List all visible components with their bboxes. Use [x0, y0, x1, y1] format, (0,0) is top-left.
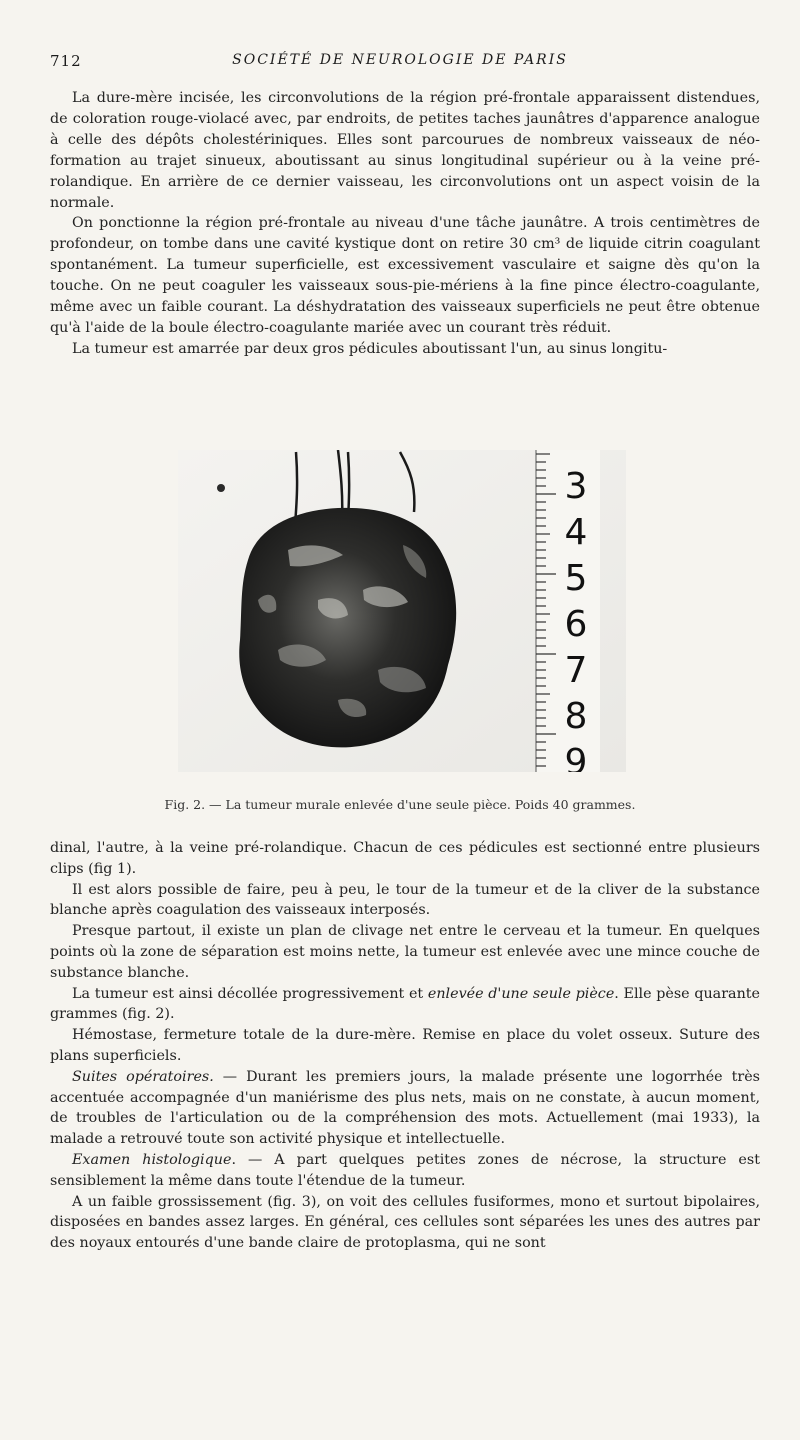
paragraph: A un faible grossissement (fig. 3), on voit des cellules fusiformes, mono et surtout bipolaires, disposées en bandes assez larges. En général, ces cellules sont séparées les unes des autres par des noyaux entourés d'une bande claire de protoplasma, qui ne sont	[50, 1193, 760, 1252]
ruler-number: 4	[564, 512, 588, 553]
tumor-photo-illustration	[178, 450, 626, 772]
tumor-mass	[239, 508, 456, 748]
section-heading: Examen histologique	[72, 1151, 232, 1168]
page-number: 712	[50, 52, 82, 70]
section-heading: Suites opératoires.	[72, 1068, 214, 1085]
ruler-number: 7	[564, 650, 588, 691]
paragraph	[50, 1150, 760, 1192]
paragraph: Hémostase, fermeture totale de la dure-mère. Remise en place du volet osseux. Suture des plans superficiels.	[50, 1027, 760, 1064]
pin-dot	[217, 484, 225, 492]
measuring-ruler	[536, 450, 600, 772]
tumor-photograph	[178, 450, 626, 772]
running-title: SOCIÉTÉ DE NEUROLOGIE DE PARIS	[232, 52, 568, 68]
paragraph: Presque partout, il existe un plan de clivage net entre le cerveau et la tumeur. En quelques points où la zone de séparation est moins nette, la tumeur est enlevée avec une mince couche de substance blanche.	[50, 923, 760, 981]
paragraph-text: — Durant les premiers jours, la malade présente une logorrhée très accentuée accompagnée d'un maniérisme des plus nets, mais on ne constate, à aucun moment, de troubles de l'articulation ou de la compréhension des mots. Actuellement (mai 1933), la malade a retrouvé toute son activité physique et intellectuelle.	[50, 1068, 760, 1148]
ruler-number: 6	[564, 604, 588, 645]
ruler-number: 8	[564, 696, 588, 737]
paragraph: On ponctionne la région pré-frontale au niveau d'une tâche jaunâtre. A trois centimètres de profondeur, on tombe dans une cavité kystique dont on retire 30 cm³ de liquide citrin coagulant spontanément. La tumeur superficielle, est excessivement vasculaire et saigne dès qu'on la touche. On ne peut coaguler les vaisseaux sous-pie-mériens à la fine pince électro-coagulante, même avec un faible courant. La déshydratation des vaisseaux superficiels ne peut être obtenue qu'à l'aide de la boule électro-coagulante mariée avec un courant très réduit.	[50, 215, 760, 336]
italic-emphasis: enlevée d'une seule pièce	[427, 985, 615, 1002]
paragraph-text: . Elle pèse quarante grammes (fig. 2).	[50, 985, 760, 1023]
paragraph-text: La tumeur est ainsi décollée progressivement et	[72, 985, 428, 1002]
paragraph: dinal, l'autre, à la veine pré-rolandique. Chacun de ces pédicules est sectionné entre plusieurs clips (fig 1).	[50, 840, 760, 877]
ruler-number: 5	[564, 558, 588, 599]
paragraph	[50, 1067, 760, 1150]
page-header	[50, 50, 750, 76]
bottom-text-block	[50, 838, 760, 1254]
paragraph: La tumeur est amarrée par deux gros pédicules aboutissant l'un, au sinus longitu-	[72, 340, 668, 357]
figure-caption: Fig. 2. — La tumeur murale enlevée d'une seule pièce. Poids 40 grammes.	[164, 797, 636, 812]
top-text-block	[50, 88, 760, 360]
paragraph: La dure-mère incisée, les circonvolutions de la région pré-frontale apparaissent distendues, de coloration rouge-violacé avec, par endroits, de petites taches jaunâtres d'apparence analogue à celle des dépôts cholestériniques. Elles sont parcourues de nombreux vaisseaux de néo-formation au trajet sinueux, aboutissant au sinus longitudinal supérieur ou à la veine pré-rolandique. En arrière de ce dernier vaisseau, les circonvolutions ont un aspect voisin de la normale.	[50, 90, 760, 211]
paragraph-text: . — A part quelques petites zones de nécrose, la structure est sensiblement la même dans toute l'étendue de la tumeur.	[50, 1151, 760, 1189]
paragraph: Il est alors possible de faire, peu à peu, le tour de la tumeur et de la cliver de la substance blanche après coagulation des vaisseaux interposés.	[50, 881, 760, 919]
ruler-number: 9	[564, 742, 588, 772]
paragraph	[50, 984, 760, 1026]
ruler-number: 3	[564, 466, 588, 507]
